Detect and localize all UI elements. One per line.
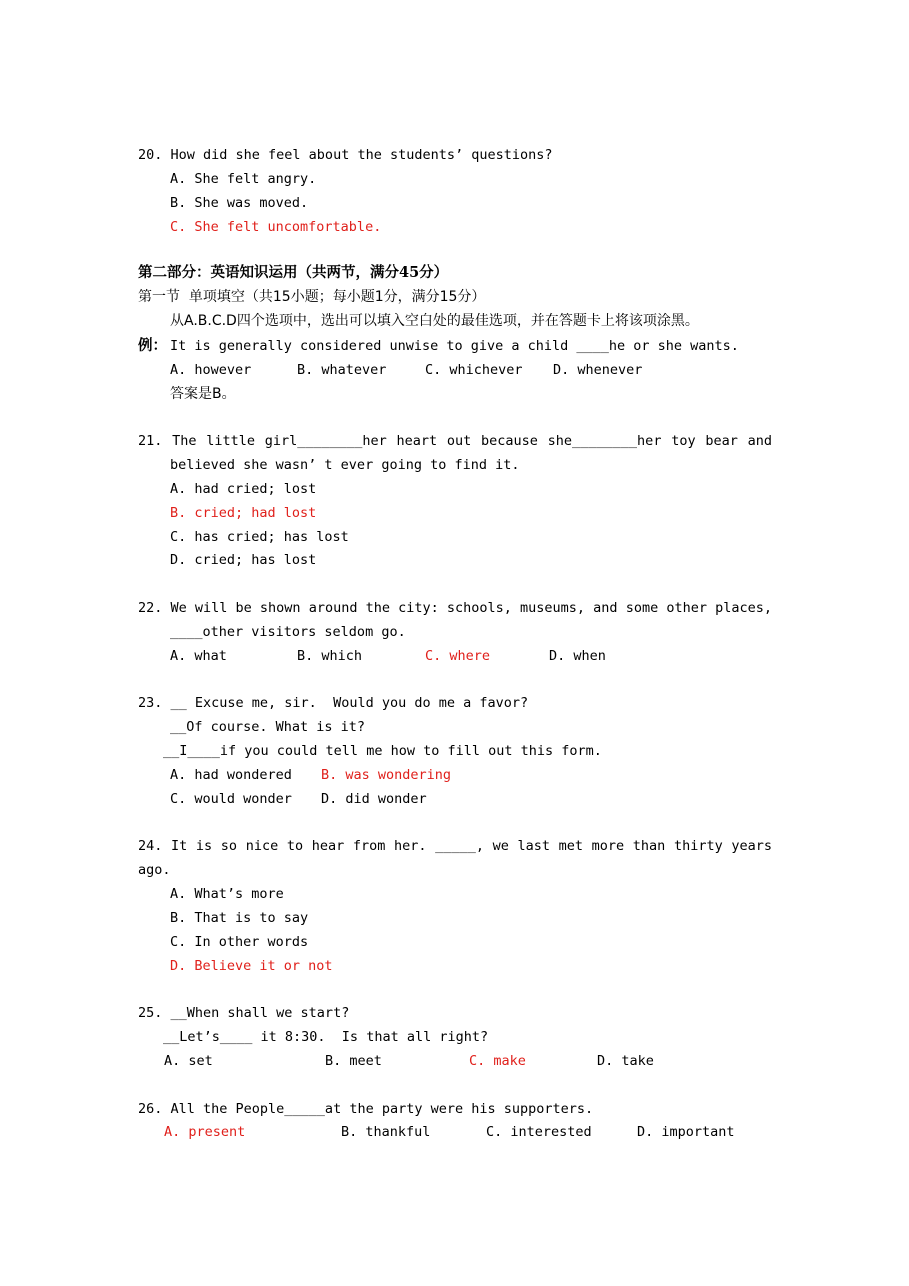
q24-option-d-answer: D. Believe it or not <box>170 958 333 974</box>
example-label: 例： <box>138 337 167 354</box>
q25-stem-line2: __Let’s____ it 8:30. Is that all right? <box>163 1029 489 1045</box>
q22-stem-line1: 22. We will be shown around the city: schools, museums, and some other places, <box>138 600 772 616</box>
example-option-a: A. however <box>170 362 252 378</box>
q23-stem-line3: __I____if you could tell me how to fill out this form. <box>163 743 602 759</box>
q24-stem-line2: ago. <box>138 862 171 878</box>
q22-option-c-answer: C. where <box>425 648 491 664</box>
q22-stem-line2: ____other visitors seldom go. <box>170 624 406 640</box>
section1-title: 第一节 单项填空（共15小题；每小题1分，满分15分） <box>138 289 486 305</box>
q25-option-a: A. set <box>164 1053 213 1069</box>
part2-title: 第二部分：英语知识运用（共两节，满分45分） <box>138 264 449 281</box>
example-line <box>138 337 739 355</box>
q20-option-c-answer: C. She felt uncomfortable. <box>170 219 382 235</box>
q21-option-b-answer: B. cried; had lost <box>170 505 317 521</box>
q25-stem-line1: 25. __When shall we start? <box>138 1005 350 1021</box>
q20-stem: 20. How did she feel about the students’ questions? <box>138 147 553 163</box>
example-option-c: C. whichever <box>425 362 523 378</box>
q21-stem-line2: believed she wasn’ t ever going to find it. <box>170 457 520 473</box>
q26-option-d: D. important <box>637 1124 735 1140</box>
q23-stem-line2: __Of course. What is it? <box>170 719 366 735</box>
q26-stem: 26. All the People_____at the party were his supporters. <box>138 1101 594 1117</box>
q20-option-b: B. She was moved. <box>170 195 309 211</box>
example-answer: 答案是B。 <box>170 386 236 402</box>
q21-stem-line1: 21. The little girl________her heart out because she________her toy bear and <box>138 433 772 449</box>
q26-option-a-answer: A. present <box>164 1124 246 1140</box>
example-option-b: B. whatever <box>297 362 387 378</box>
q23-option-b-answer: B. was wondering <box>321 767 452 783</box>
q25-option-d: D. take <box>597 1053 654 1069</box>
q24-option-b: B. That is to say <box>170 910 309 926</box>
q22-option-b: B. which <box>297 648 363 664</box>
q21-option-a: A. had cried; lost <box>170 481 317 497</box>
q22-option-a: A. what <box>170 648 227 664</box>
q23-option-d: D. did wonder <box>321 791 427 807</box>
q22-option-d: D. when <box>549 648 606 664</box>
q24-option-c: C. In other words <box>170 934 309 950</box>
q25-option-c-answer: C. make <box>469 1053 526 1069</box>
q25-option-b: B. meet <box>325 1053 382 1069</box>
q23-stem-line1: 23. __ Excuse me, sir. Would you do me a favor? <box>138 695 529 711</box>
q26-option-c: C. interested <box>486 1124 592 1140</box>
instructions: 从A.B.C.D四个选项中，选出可以填入空白处的最佳选项，并在答题卡上将该项涂黑。 <box>170 313 699 329</box>
q21-option-c: C. has cried; has lost <box>170 529 349 545</box>
q26-option-b: B. thankful <box>341 1124 431 1140</box>
example-option-d: D. whenever <box>553 362 643 378</box>
q21-option-d: D. cried; has lost <box>170 552 317 568</box>
q20-option-a: A. She felt angry. <box>170 171 317 187</box>
q24-option-a: A. What’s more <box>170 886 284 902</box>
q24-stem-line1: 24. It is so nice to hear from her. _____, we last met more than thirty years <box>138 838 772 854</box>
q23-option-a: A. had wondered <box>170 767 292 783</box>
q23-option-c: C. would wonder <box>170 791 292 807</box>
example-stem: It is generally considered unwise to give a child ____he or she wants. <box>170 338 739 354</box>
